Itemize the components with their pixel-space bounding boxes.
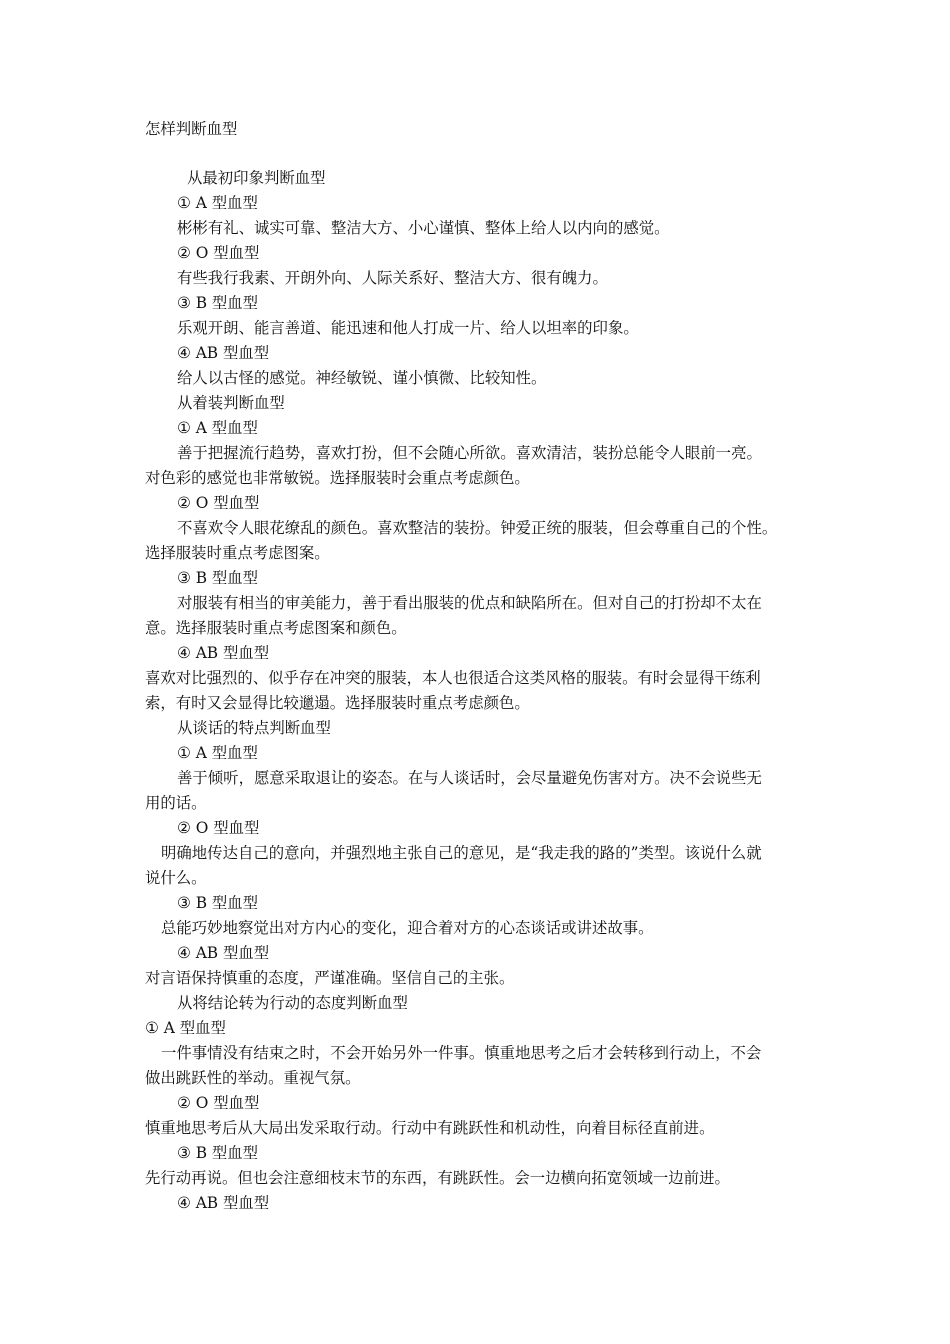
paragraph-line: 总能巧妙地察觉出对方内心的变化，迎合着对方的心态谈话或讲述故事。 bbox=[161, 919, 654, 937]
section-heading: 从将结论转为行动的态度判断血型 bbox=[177, 994, 408, 1012]
section-heading: 从着装判断血型 bbox=[177, 394, 285, 412]
paragraph-line: 对服装有相当的审美能力，善于看出服装的优点和缺陷所在。但对自己的打扮却不太在 bbox=[177, 594, 762, 612]
blood-type-label: ② O 型血型 bbox=[177, 819, 260, 837]
blood-type-label: ③ B 型血型 bbox=[177, 894, 259, 912]
document-title: 怎样判断血型 bbox=[145, 120, 238, 138]
paragraph-line: 明确地传达自己的意向，并强烈地主张自己的意见，是“我走我的路的”类型。该说什么就 bbox=[161, 844, 762, 862]
paragraph-line: 对言语保持慎重的态度，严谨准确。坚信自己的主张。 bbox=[145, 969, 515, 987]
blood-type-label: ④ AB 型血型 bbox=[177, 1194, 270, 1212]
paragraph-line: 给人以古怪的感觉。神经敏锐、谨小慎微、比较知性。 bbox=[177, 369, 547, 387]
blood-type-label: ③ B 型血型 bbox=[177, 569, 259, 587]
paragraph-line: 有些我行我素、开朗外向、人际关系好、整洁大方、很有魄力。 bbox=[177, 269, 608, 287]
paragraph-line: 善于倾听，愿意采取退让的姿态。在与人谈话时，会尽量避免伤害对方。决不会说些无 bbox=[177, 769, 762, 787]
paragraph-line: 对色彩的感觉也非常敏锐。选择服装时会重点考虑颜色。 bbox=[145, 469, 530, 487]
paragraph-line: 不喜欢令人眼花缭乱的颜色。喜欢整洁的装扮。钟爱正统的服装，但会尊重自己的个性。 bbox=[177, 519, 778, 537]
paragraph-line: 善于把握流行趋势，喜欢打扮，但不会随心所欲。喜欢清洁，装扮总能令人眼前一亮。 bbox=[177, 444, 762, 462]
blood-type-label: ① A 型血型 bbox=[177, 419, 258, 437]
paragraph-line: 慎重地思考后从大局出发采取行动。行动中有跳跃性和机动性，向着目标径直前进。 bbox=[145, 1119, 715, 1137]
paragraph-line: 彬彬有礼、诚实可靠、整洁大方、小心谨慎、整体上给人以内向的感觉。 bbox=[177, 219, 670, 237]
blood-type-label: ① A 型血型 bbox=[177, 194, 258, 212]
paragraph-line: 先行动再说。但也会注意细枝末节的东西，有跳跃性。会一边横向拓宽领域一边前进。 bbox=[145, 1169, 730, 1187]
blood-type-label: ② O 型血型 bbox=[177, 494, 260, 512]
paragraph-line: 说什么。 bbox=[145, 869, 207, 887]
blood-type-label: ③ B 型血型 bbox=[177, 1144, 259, 1162]
paragraph-line: 做出跳跃性的举动。重视气氛。 bbox=[145, 1069, 361, 1087]
paragraph-line: 选择服装时重点考虑图案。 bbox=[145, 544, 330, 562]
blood-type-label: ② O 型血型 bbox=[177, 1094, 260, 1112]
section-heading: 从谈话的特点判断血型 bbox=[177, 719, 331, 737]
blood-type-label: ④ AB 型血型 bbox=[177, 944, 270, 962]
paragraph-line: 乐观开朗、能言善道、能迅速和他人打成一片、给人以坦率的印象。 bbox=[177, 319, 639, 337]
blood-type-label: ③ B 型血型 bbox=[177, 294, 259, 312]
blood-type-label: ① A 型血型 bbox=[177, 744, 258, 762]
paragraph-line: 意。选择服装时重点考虑图案和颜色。 bbox=[145, 619, 407, 637]
paragraph-line: 索，有时又会显得比较邋遢。选择服装时重点考虑颜色。 bbox=[145, 694, 530, 712]
blood-type-label: ① A 型血型 bbox=[145, 1019, 226, 1037]
paragraph-line: 一件事情没有结束之时，不会开始另外一件事。慎重地思考之后才会转移到行动上，不会 bbox=[161, 1044, 762, 1062]
paragraph-line: 用的话。 bbox=[145, 794, 207, 812]
section-heading: 从最初印象判断血型 bbox=[187, 169, 326, 187]
blood-type-label: ② O 型血型 bbox=[177, 244, 260, 262]
paragraph-line: 喜欢对比强烈的、似乎存在冲突的服装，本人也很适合这类风格的服装。有时会显得干练利 bbox=[145, 669, 761, 687]
blood-type-label: ④ AB 型血型 bbox=[177, 344, 270, 362]
blood-type-label: ④ AB 型血型 bbox=[177, 644, 270, 662]
